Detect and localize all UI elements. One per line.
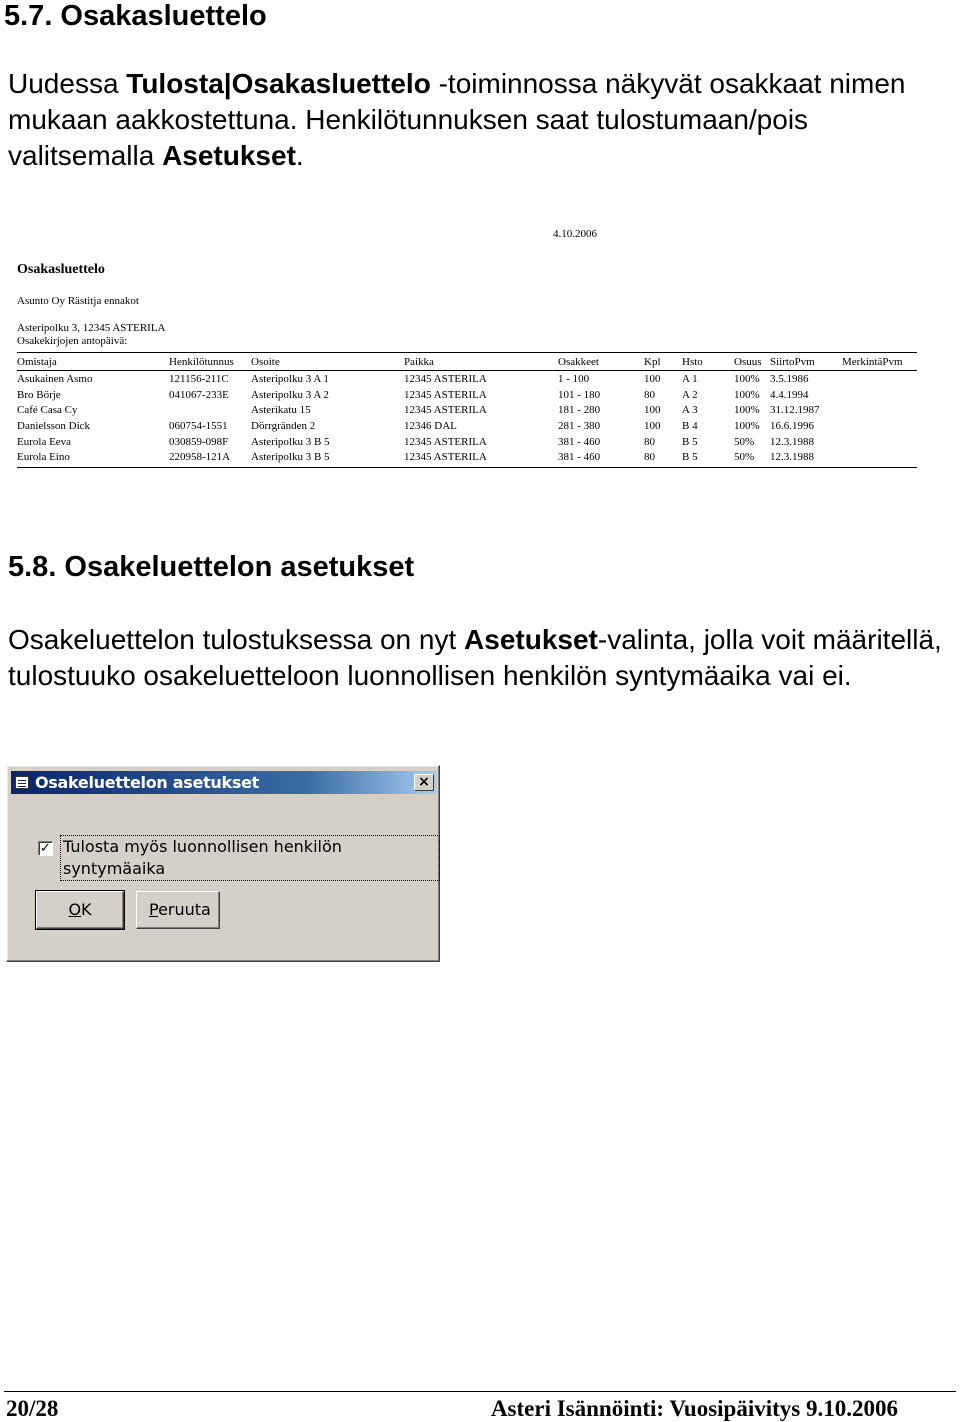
column-header: MerkintäPvm xyxy=(842,356,903,368)
cell: 100 xyxy=(644,420,661,432)
cell: 12345 ASTERILA xyxy=(404,436,487,448)
table-row xyxy=(17,389,917,404)
cell: Eurola Eino xyxy=(17,451,70,463)
dialog-title: Osakeluettelon asetukset xyxy=(35,773,259,792)
cell: 3.5.1986 xyxy=(770,373,809,385)
section-paragraph-5-7 xyxy=(8,66,953,174)
checkmark-icon: ✓ xyxy=(40,841,51,856)
cell: 80 xyxy=(644,436,655,448)
cell: 030859-098F xyxy=(169,436,229,448)
text-run: -toiminnossa näkyvät osakkaat nimen mukaan aakkostettuna. Henkilötunnuksen saat tulostumaan/pois valitsemalla xyxy=(8,68,906,171)
cell: 4.4.1994 xyxy=(770,389,809,401)
cell: Asteripolku 3 B 5 xyxy=(251,436,330,448)
cell: Bro Börje xyxy=(17,389,61,401)
column-header: Paikka xyxy=(404,356,434,368)
table-row xyxy=(17,436,917,451)
document-title: Asteri Isännöinti: Vuosipäivitys 9.10.2006 xyxy=(490,1396,898,1421)
section-paragraph-5-8 xyxy=(8,622,953,694)
report-date: 4.10.2006 xyxy=(553,228,597,240)
cell: A 1 xyxy=(682,373,698,385)
birthdate-checkbox-label[interactable]: Tulosta myös luonnollisen henkilön syntymäaika xyxy=(61,836,439,880)
cell: Dörrgränden 2 xyxy=(251,420,316,432)
cell: 16.6.1996 xyxy=(770,420,814,432)
report-header-row xyxy=(17,356,917,371)
cell: 100 xyxy=(644,404,661,416)
cell: Café Casa Cy xyxy=(17,404,78,416)
report-rule-top xyxy=(17,352,917,353)
cell: 12345 ASTERILA xyxy=(404,389,487,401)
cell: Asukainen Asmo xyxy=(17,373,93,385)
cell: 100% xyxy=(734,373,760,385)
text-run: Osakeluettelon tulostuksessa on nyt xyxy=(8,624,465,655)
footer-rule xyxy=(4,1391,956,1392)
cell: 381 - 460 xyxy=(558,451,601,463)
cell: 80 xyxy=(644,451,655,463)
text-run: Uudessa xyxy=(8,68,127,99)
cell: 060754-1551 xyxy=(169,420,228,432)
cell: 12.3.1988 xyxy=(770,436,814,448)
cell: B 5 xyxy=(682,451,698,463)
column-header: Kpl xyxy=(644,356,661,368)
settings-term: Asetukset xyxy=(162,140,296,171)
cell: Eurola Eeva xyxy=(17,436,72,448)
table-row xyxy=(17,420,917,435)
birthdate-checkbox[interactable] xyxy=(38,841,53,856)
report-register-label: Osakekirjojen antopäivä: xyxy=(17,335,128,347)
ok-button[interactable] xyxy=(36,891,124,929)
cell: 12345 ASTERILA xyxy=(404,451,487,463)
table-row xyxy=(17,451,917,466)
table-row xyxy=(17,404,917,419)
cell: 80 xyxy=(644,389,655,401)
cell: 100% xyxy=(734,420,760,432)
cell: 50% xyxy=(734,436,755,448)
cell: 181 - 280 xyxy=(558,404,601,416)
menu-path: Tulosta|Osakasluettelo xyxy=(126,68,431,99)
cancel-button[interactable] xyxy=(136,891,220,929)
cell: 101 - 180 xyxy=(558,389,601,401)
report-address: Asteripolku 3, 12345 ASTERILA xyxy=(17,322,166,334)
settings-dialog xyxy=(6,765,440,962)
cell: 281 - 380 xyxy=(558,420,601,432)
cell: 12345 ASTERILA xyxy=(404,404,487,416)
ok-button-label: OK xyxy=(68,900,92,919)
report-title: Osakasluettelo xyxy=(17,262,105,277)
cell: Asteripolku 3 A 1 xyxy=(251,373,329,385)
table-row xyxy=(17,373,917,388)
page-number: 20/28 xyxy=(6,1396,59,1421)
cell: 100 xyxy=(644,373,661,385)
cell: 100% xyxy=(734,389,760,401)
app-icon xyxy=(15,776,29,789)
report-rule-header xyxy=(17,370,917,371)
cell: 220958-121A xyxy=(169,451,231,463)
section-heading-5-7: 5.7. Osakasluettelo xyxy=(4,0,267,32)
close-icon: × xyxy=(418,774,430,790)
cell: Asterikatu 15 xyxy=(251,404,311,416)
close-button[interactable] xyxy=(414,774,434,791)
cell: Danielsson Dick xyxy=(17,420,91,432)
report-company: Asunto Oy Rästitja ennakot xyxy=(17,295,139,307)
cell: 50% xyxy=(734,451,755,463)
cell: 12346 DAL xyxy=(404,420,457,432)
cell: B 4 xyxy=(682,420,698,432)
column-header: Henkilötunnus xyxy=(169,356,234,368)
cell: A 2 xyxy=(682,389,698,401)
column-header: Osakkeet xyxy=(558,356,599,368)
cell: 12345 ASTERILA xyxy=(404,373,487,385)
cell: 12.3.1988 xyxy=(770,451,814,463)
cell: A 3 xyxy=(682,404,698,416)
cell: 31.12.1987 xyxy=(770,404,820,416)
cell: 1 - 100 xyxy=(558,373,590,385)
cell: Asteripolku 3 A 2 xyxy=(251,389,329,401)
cell: 121156-211C xyxy=(169,373,229,385)
cell: Asteripolku 3 B 5 xyxy=(251,451,330,463)
cell: 100% xyxy=(734,404,760,416)
dialog-titlebar[interactable] xyxy=(11,771,436,794)
cell: 041067-233E xyxy=(169,389,229,401)
cancel-button-label: Peruuta xyxy=(149,900,211,919)
report-rule-bottom xyxy=(17,467,917,468)
column-header: Osuus xyxy=(734,356,762,368)
text-run: -valinta, jolla voit määritellä, tulostuuko osakeluetteloon luonnollisen henkilön syntymäaika vai ei. xyxy=(8,624,942,691)
cell: B 5 xyxy=(682,436,698,448)
column-header: SiirtoPvm xyxy=(770,356,815,368)
column-header: Hsto xyxy=(682,356,703,368)
section-heading-5-8: 5.8. Osakeluettelon asetukset xyxy=(8,551,415,583)
cell: 381 - 460 xyxy=(558,436,601,448)
column-header: Osoite xyxy=(251,356,280,368)
settings-term: Asetukset xyxy=(464,624,598,655)
column-header: Omistaja xyxy=(17,356,57,368)
text-run: . xyxy=(295,140,304,171)
